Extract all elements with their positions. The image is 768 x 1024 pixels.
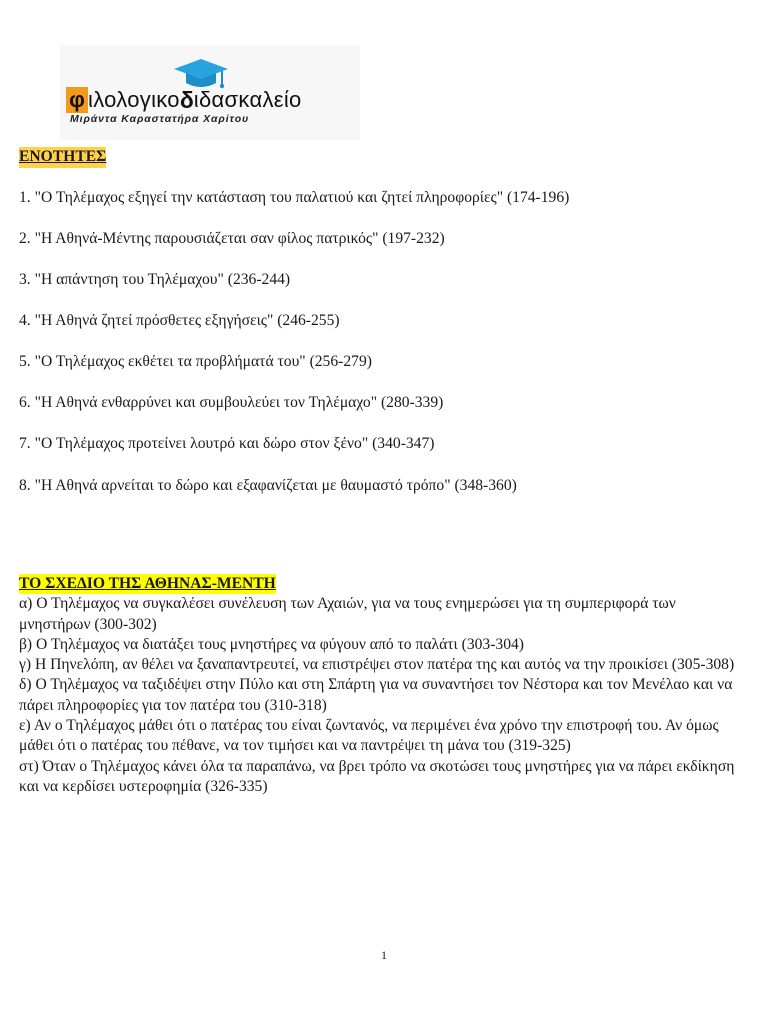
sections-heading: ΕΝΟΤΗΤΕΣ (19, 147, 106, 168)
logo-subtitle: Μιράντα Καραστατήρα Χαρίτου (70, 113, 250, 125)
logo (60, 45, 360, 140)
section-item: 7. "Ο Τηλέμαχος προτείνει λουτρό και δώρο στον ξένο" (340-347) (19, 435, 435, 452)
page-number: 1 (381, 948, 387, 962)
plan-section (19, 574, 749, 797)
section-item: 5. "Ο Τηλέμαχος εκθέτει τα προβλήματά του" (256-279) (19, 353, 372, 370)
logo-delta-letter: δ (179, 86, 194, 113)
logo-phi-letter: φ (66, 87, 88, 113)
section-item: 4. "Η Αθηνά ζητεί πρόσθετες εξηγήσεις" (246-255) (19, 312, 340, 329)
section-item: 6. "Η Αθηνά ενθαρρύνει και συμβουλεύει τον Τηλέμαχο" (280-339) (19, 394, 444, 411)
logo-word-first: ιλολογικο (88, 87, 180, 112)
plan-heading: ΤΟ ΣΧΕΔΙΟ ΤΗΣ ΑΘΗΝΑΣ-ΜΕΝΤΗ (19, 574, 276, 594)
logo-word-second: ιδασκαλείο (193, 87, 302, 112)
section-item: 1. "Ο Τηλέμαχος εξηγεί την κατάσταση του παλατιού και ζητεί πληροφορίες" (174-196) (19, 189, 570, 206)
plan-item: ε) Αν ο Τηλέμαχος μάθει ότι ο πατέρας του είναι ζωντανός, να περιμένει ένα χρόνο την επιστροφή του. Αν όμως μάθει ότι ο πατέρας του πέθανε, να τον τιμήσει και να παντρέψει τη μάνα του (319-325) (19, 717, 719, 755)
plan-item: γ) Η Πηνελόπη, αν θέλει να ξαναπαντρευτεί, να επιστρέψει στον πατέρα της και αυτός να την προικίσει (305-308) (19, 656, 735, 674)
section-item: 2. "Η Αθηνά-Μέντης παρουσιάζεται σαν φίλος πατρικός" (197-232) (19, 230, 445, 247)
section-item: 8. "Η Αθηνά αρνείται το δώρο και εξαφανίζεται με θαυμαστό τρόπο" (348-360) (19, 477, 517, 494)
sections-heading-row (19, 147, 749, 168)
section-item: 3. "Η απάντηση του Τηλέμαχου" (236-244) (19, 271, 291, 288)
plan-item: δ) Ο Τηλέμαχος να ταξιδέψει στην Πύλο και στη Σπάρτη για να συναντήσει τον Νέστορα και τον Μενέλαο και να πάρει πληροφορίες για τον πατέρα του (310-318) (19, 676, 733, 714)
plan-item: α) Ο Τηλέμαχος να συγκαλέσει συνέλευση των Αχαιών, για να τους ενημερώσει για τη συμπεριφορά των μνηστήρων (300-302) (19, 595, 676, 633)
plan-item: β) Ο Τηλέμαχος να διατάξει τους μνηστήρες να φύγουν από το παλάτι (303-304) (19, 635, 524, 653)
plan-item: στ) Όταν ο Τηλέμαχος κάνει όλα τα παραπάνω, να βρει τρόπο να σκοτώσει τους μνηστήρες για να πάρει εκδίκηση και να κερδίσει υστεροφημία (326-335) (19, 757, 735, 795)
